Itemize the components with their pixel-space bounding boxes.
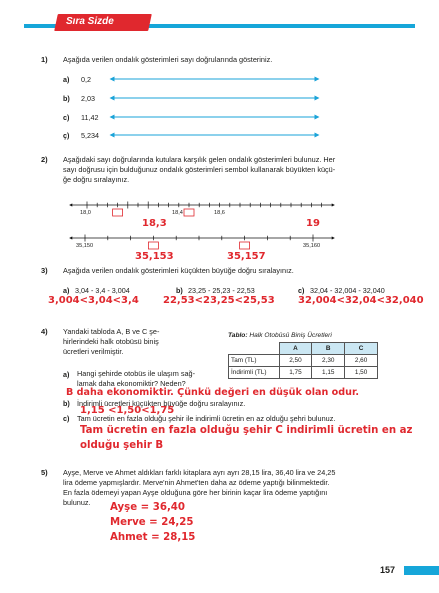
q1-c-value: 11,42 xyxy=(81,113,99,122)
q5-number: 5) xyxy=(41,468,48,477)
q4-a-line2: lamak daha ekonomiktir? Neden? xyxy=(77,379,186,388)
table-row xyxy=(229,355,378,367)
table-header-cell: C xyxy=(345,343,378,355)
q4-table-title-bold: Tablo: xyxy=(228,332,248,339)
q2-number-line-1 xyxy=(72,202,332,217)
q5-text-line1: Ayşe, Merve ve Ahmet aldıkları farklı kitaplara ayrı ayrı 28,15 lira, 36,40 lira ve 24,25 xyxy=(63,468,336,477)
q1-number: 1) xyxy=(41,55,48,64)
q1-text: Aşağıda verilen ondalık gösterimleri sayı doğrularında gösteriniz. xyxy=(63,55,273,64)
q4-b-answer: 1,15 <1,50<1,75 xyxy=(80,405,175,416)
table-cell: Tam (TL) xyxy=(229,355,280,367)
q4-b-text: İndirimli ücretleri küçükten büyüğe doğru sıralayınız. xyxy=(77,399,246,408)
table-header-cell xyxy=(229,343,280,355)
q2-l1-label-2: 18,4 xyxy=(172,210,183,216)
q2-l2-label-1: 35,150 xyxy=(76,243,94,249)
q5-answer-ayse: Ayşe = 36,40 xyxy=(110,502,185,513)
q5-text-line3: En fazla ödemeyi yapan Ayşe olduğuna göre her birinin kaçar lira ödeme yaptığını xyxy=(63,488,328,497)
answer-box xyxy=(148,242,158,249)
table-header-cell: A xyxy=(279,343,312,355)
q4-a-answer: B daha ekonomiktir. Çünkü değeri en düşük olan odur. xyxy=(66,387,359,398)
q1-a-value: 0,2 xyxy=(81,75,91,84)
table-cell: 2,50 xyxy=(279,355,312,367)
table-cell: 1,50 xyxy=(345,367,378,379)
q3-c-answer: 32,004<32,04<32,040 xyxy=(298,295,424,306)
q2-text-line2: sayı doğrusu için bulduğunuz ondalık gösterimleri sembol kullanarak büyükten küçü- xyxy=(63,165,336,174)
q4-c-text: Tam ücretin en fazla olduğu şehir ile indirimli ücretin en az olduğu şehri bulunuz. xyxy=(77,414,336,423)
q2-l2-answer-2: 35,157 xyxy=(227,251,266,262)
q2-l1-answer-2: 19 xyxy=(306,218,320,229)
q2-number-line-2 xyxy=(72,235,332,250)
table-row xyxy=(229,343,378,355)
table-row xyxy=(229,367,378,379)
q1-a-label: a) xyxy=(63,75,70,84)
page-number: 157 xyxy=(380,565,396,575)
q3-a-answer: 3,004<3,04<3,4 xyxy=(48,295,139,306)
answer-box xyxy=(113,209,123,216)
q2-l1-label-1: 18,0 xyxy=(80,210,91,216)
answer-box xyxy=(184,209,194,216)
q3-b-label: b) xyxy=(176,286,183,295)
q2-l1-label-3: 18,6 xyxy=(214,210,225,216)
q5-answer-ahmet: Ahmet = 28,15 xyxy=(110,532,196,543)
table-cell: 1,15 xyxy=(312,367,345,379)
q3-a-value: 3,04 - 3,4 - 3,004 xyxy=(75,286,130,295)
answer-box xyxy=(240,242,250,249)
q4-b-label: b) xyxy=(63,399,70,408)
q2-l2-answer-1: 35,153 xyxy=(135,251,174,262)
q3-b-value: 23,25 - 25,23 - 22,53 xyxy=(188,286,255,295)
q4-number: 4) xyxy=(41,327,48,336)
q4-c-label: c) xyxy=(63,414,70,423)
q5-answer-merve: Merve = 24,25 xyxy=(110,517,194,528)
q4-text-line2: hirlerindeki halk otobüsü biniş xyxy=(63,337,159,346)
footer-bar xyxy=(404,566,439,575)
q3-c-value: 32,04 - 32,004 - 32,040 xyxy=(310,286,385,295)
q1-b-label: b) xyxy=(63,94,70,103)
q5-text-line4: bulunuz. xyxy=(63,498,91,507)
q1-c-label: c) xyxy=(63,113,70,122)
q2-number: 2) xyxy=(41,155,48,164)
q2-l2-label-2: 35,160 xyxy=(303,243,321,249)
q4-text-line3: ücretleri verilmiştir. xyxy=(63,347,124,356)
q4-c-answer-line1: Tam ücretin en fazla olduğu şehir C indirimli ücretin en az xyxy=(80,425,413,436)
q2-l1-answer-1: 18,3 xyxy=(142,218,167,229)
q3-number: 3) xyxy=(41,266,48,275)
q1-d-value: 5,234 xyxy=(81,131,99,140)
q2-text-line1: Aşağıdaki sayı doğrularında kutulara karşılık gelen ondalık gösterimleri bulunuz. Her xyxy=(63,155,336,164)
header-title: Sıra Sizde xyxy=(66,16,114,27)
q4-text-line1: Yandaki tabloda A, B ve C şe- xyxy=(63,327,160,336)
q3-text: Aşağıda verilen ondalık gösterimleri küçükten büyüğe doğru sıralayınız. xyxy=(63,266,294,275)
table-cell: İndirimli (TL) xyxy=(229,367,280,379)
q1-d-label: ç) xyxy=(63,131,70,140)
table-cell: 1,75 xyxy=(279,367,312,379)
q4-c-answer-line2: olduğu şehir B xyxy=(80,440,164,451)
q4-a-label: a) xyxy=(63,370,70,379)
q2-text-line3: ğe doğru sıralayınız. xyxy=(63,175,130,184)
q5-text-line2: lira ödeme yapmışlardır. Merve'nin Ahmet'ten daha az ödeme yaptığı bilinmektedir. xyxy=(63,478,330,487)
q3-b-answer: 22,53<23,25<25,53 xyxy=(163,295,275,306)
table-cell: 2,60 xyxy=(345,355,378,367)
q3-a-label: a) xyxy=(63,286,70,295)
q4-fare-table xyxy=(228,342,378,379)
q1-b-value: 2,03 xyxy=(81,94,95,103)
table-cell: 2,30 xyxy=(312,355,345,367)
q4-table-title-text: Halk Otobüsü Biniş Ücretleri xyxy=(247,332,332,339)
q4-table-title xyxy=(228,332,332,339)
table-header-cell: B xyxy=(312,343,345,355)
q4-a-line1: Hangi şehirde otobüs ile ulaşım sağ- xyxy=(77,369,196,378)
q3-c-label: c) xyxy=(298,286,305,295)
